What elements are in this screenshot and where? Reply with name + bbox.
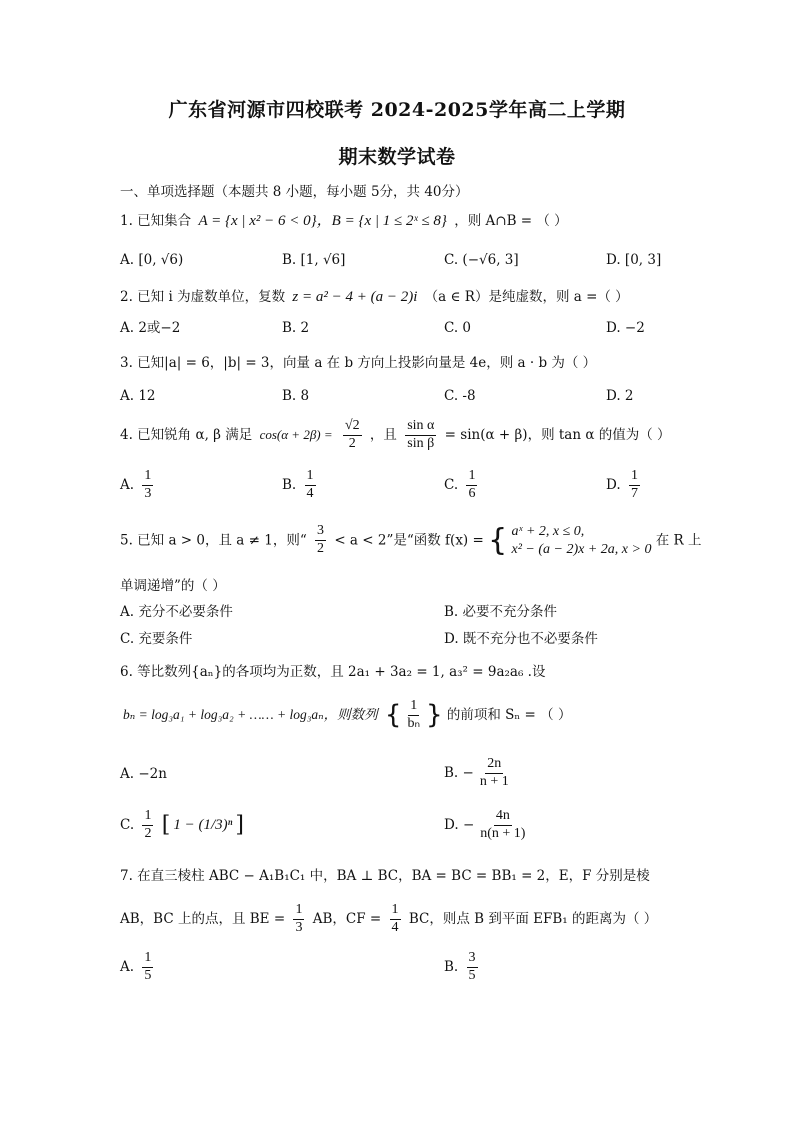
question-stem: 1. 已知集合 [120,213,192,229]
q1-option-b[interactable]: B. [1, √6] [282,252,346,268]
q6-option-d[interactable]: D. − $\frac{4n}{n(n + 1)}$ [444,808,526,841]
question-1 [120,212,568,231]
q4-option-b[interactable]: B. $\frac{1}{4}$ [282,468,314,501]
question-5-line2: 单调递增”的（ ） [120,578,226,594]
q3-option-a[interactable]: A. 12 [120,388,156,404]
q7-option-b[interactable]: B. $\frac{3}{5}$ [444,950,476,983]
question-math: A = {x | x² − 6 < 0}，B = {x | 1 ≤ 2ˣ ≤ 8} [198,213,447,229]
q2-option-d[interactable]: D. −2 [606,320,645,336]
section-heading: 一、单项选择题（本题共 8 小题，每小题 5分，共 40分） [120,184,469,200]
question-stem: 2. 已知 i 为虚数单位，复数 [120,289,286,305]
q5-option-c[interactable]: C. 充要条件 [120,631,193,647]
exam-title: 广东省河源市四校联考 2024-2025学年高二上学期 [168,99,626,121]
question-tail: ，则 A∩B = （ ） [454,213,568,229]
q4-option-d[interactable]: D. $\frac{1}{7}$ [606,468,638,501]
piecewise-cases: aˣ + 2, x ≤ 0, x² − (a − 2)x + 2a, x > 0 [511,523,652,557]
q3-option-c[interactable]: C. -8 [444,388,476,404]
q2-option-b[interactable]: B. 2 [282,320,310,336]
question-3: 3. 已知|a| = 6，|b| = 3，向量 a 在 b 方向上投影向量是 4e，则 a · b 为（ ） [120,355,597,371]
q5-option-a[interactable]: A. 充分不必要条件 [120,604,233,620]
question-4 [120,418,671,453]
q3-option-b[interactable]: B. 8 [282,388,310,404]
q5-option-d[interactable]: D. 既不充分也不必要条件 [444,631,598,647]
q1-option-a[interactable]: A. [0, √6) [120,252,184,268]
q6-option-a[interactable]: A. −2n [120,766,167,782]
exam-subtitle: 期末数学试卷 [338,146,456,168]
left-brace: { [488,523,508,558]
q2-option-c[interactable]: C. 0 [444,320,472,336]
q7-option-a[interactable]: A. $\frac{1}{5}$ [120,950,152,983]
question-6: 6. 等比数列{aₙ}的各项均为正数，且 2a₁ + 3a₂ = 1, a₃² = 9a₂a₆ .设 [120,664,546,680]
question-tail: = sin(α + β)，则 tan α 的值为（ ） [444,426,671,443]
fraction: $\frac{\text{sin α}}{\text{sin β}}$ [407,418,435,451]
question-6-line2: bₙ = log₃a₁ + log₃a₂ + …… + log₃aₙ，则数列 { $\frac{1}{\text{bₙ}}$ } 的前项和 Sₙ = （ ） [123,698,572,731]
fraction: $\frac{√2}{2}$ [344,418,360,451]
q5-option-b[interactable]: B. 必要不充分条件 [444,604,558,620]
question-tail: （a ∈ R）是纯虚数，则 a =（ ） [424,289,629,305]
question-math: z = a² − 4 + (a − 2)i [292,289,418,305]
q6-option-b[interactable]: B. − $\frac{2n}{n + 1}$ [444,756,509,789]
question-7-line2: AB，BC 上的点，且 BE = $\frac{1}{3}$ AB，CF = $\frac{1}{4}$ BC，则点 B 到平面 EFB₁ 的距离为（ ） [120,902,658,935]
q1-option-d[interactable]: D. [0, 3] [606,252,662,268]
question-5: 5. 已知 a > 0，且 a ≠ 1，则“ $\frac{3}{2}$ < a < 2”是“函数 f(x) = { aˣ + 2, x ≤ 0, x² − (a − 2)x + 2a, x > 0 在 R 上 [120,523,702,558]
question-stem: 4. 已知锐角 α, β 满足 [120,426,253,443]
q6-option-c[interactable]: C. $\frac{1}{2}$ [ 1 − (1/3)ⁿ ] [120,808,244,841]
q2-option-a[interactable]: A. 2或−2 [120,320,181,336]
q4-option-a[interactable]: A. $\frac{1}{3}$ [120,468,152,501]
q3-option-d[interactable]: D. 2 [606,388,634,404]
q4-option-c[interactable]: C. $\frac{1}{6}$ [444,468,476,501]
question-mid: ，且 [369,426,397,443]
q1-option-c[interactable]: C. (−√6, 3] [444,252,519,268]
question-2 [120,288,629,307]
question-7: 7. 在直三棱柱 ABC − A₁B₁C₁ 中，BA ⊥ BC，BA = BC = BB₁ = 2，E，F 分别是棱 [120,868,650,884]
question-math: cos(α + 2β) = [259,426,336,442]
